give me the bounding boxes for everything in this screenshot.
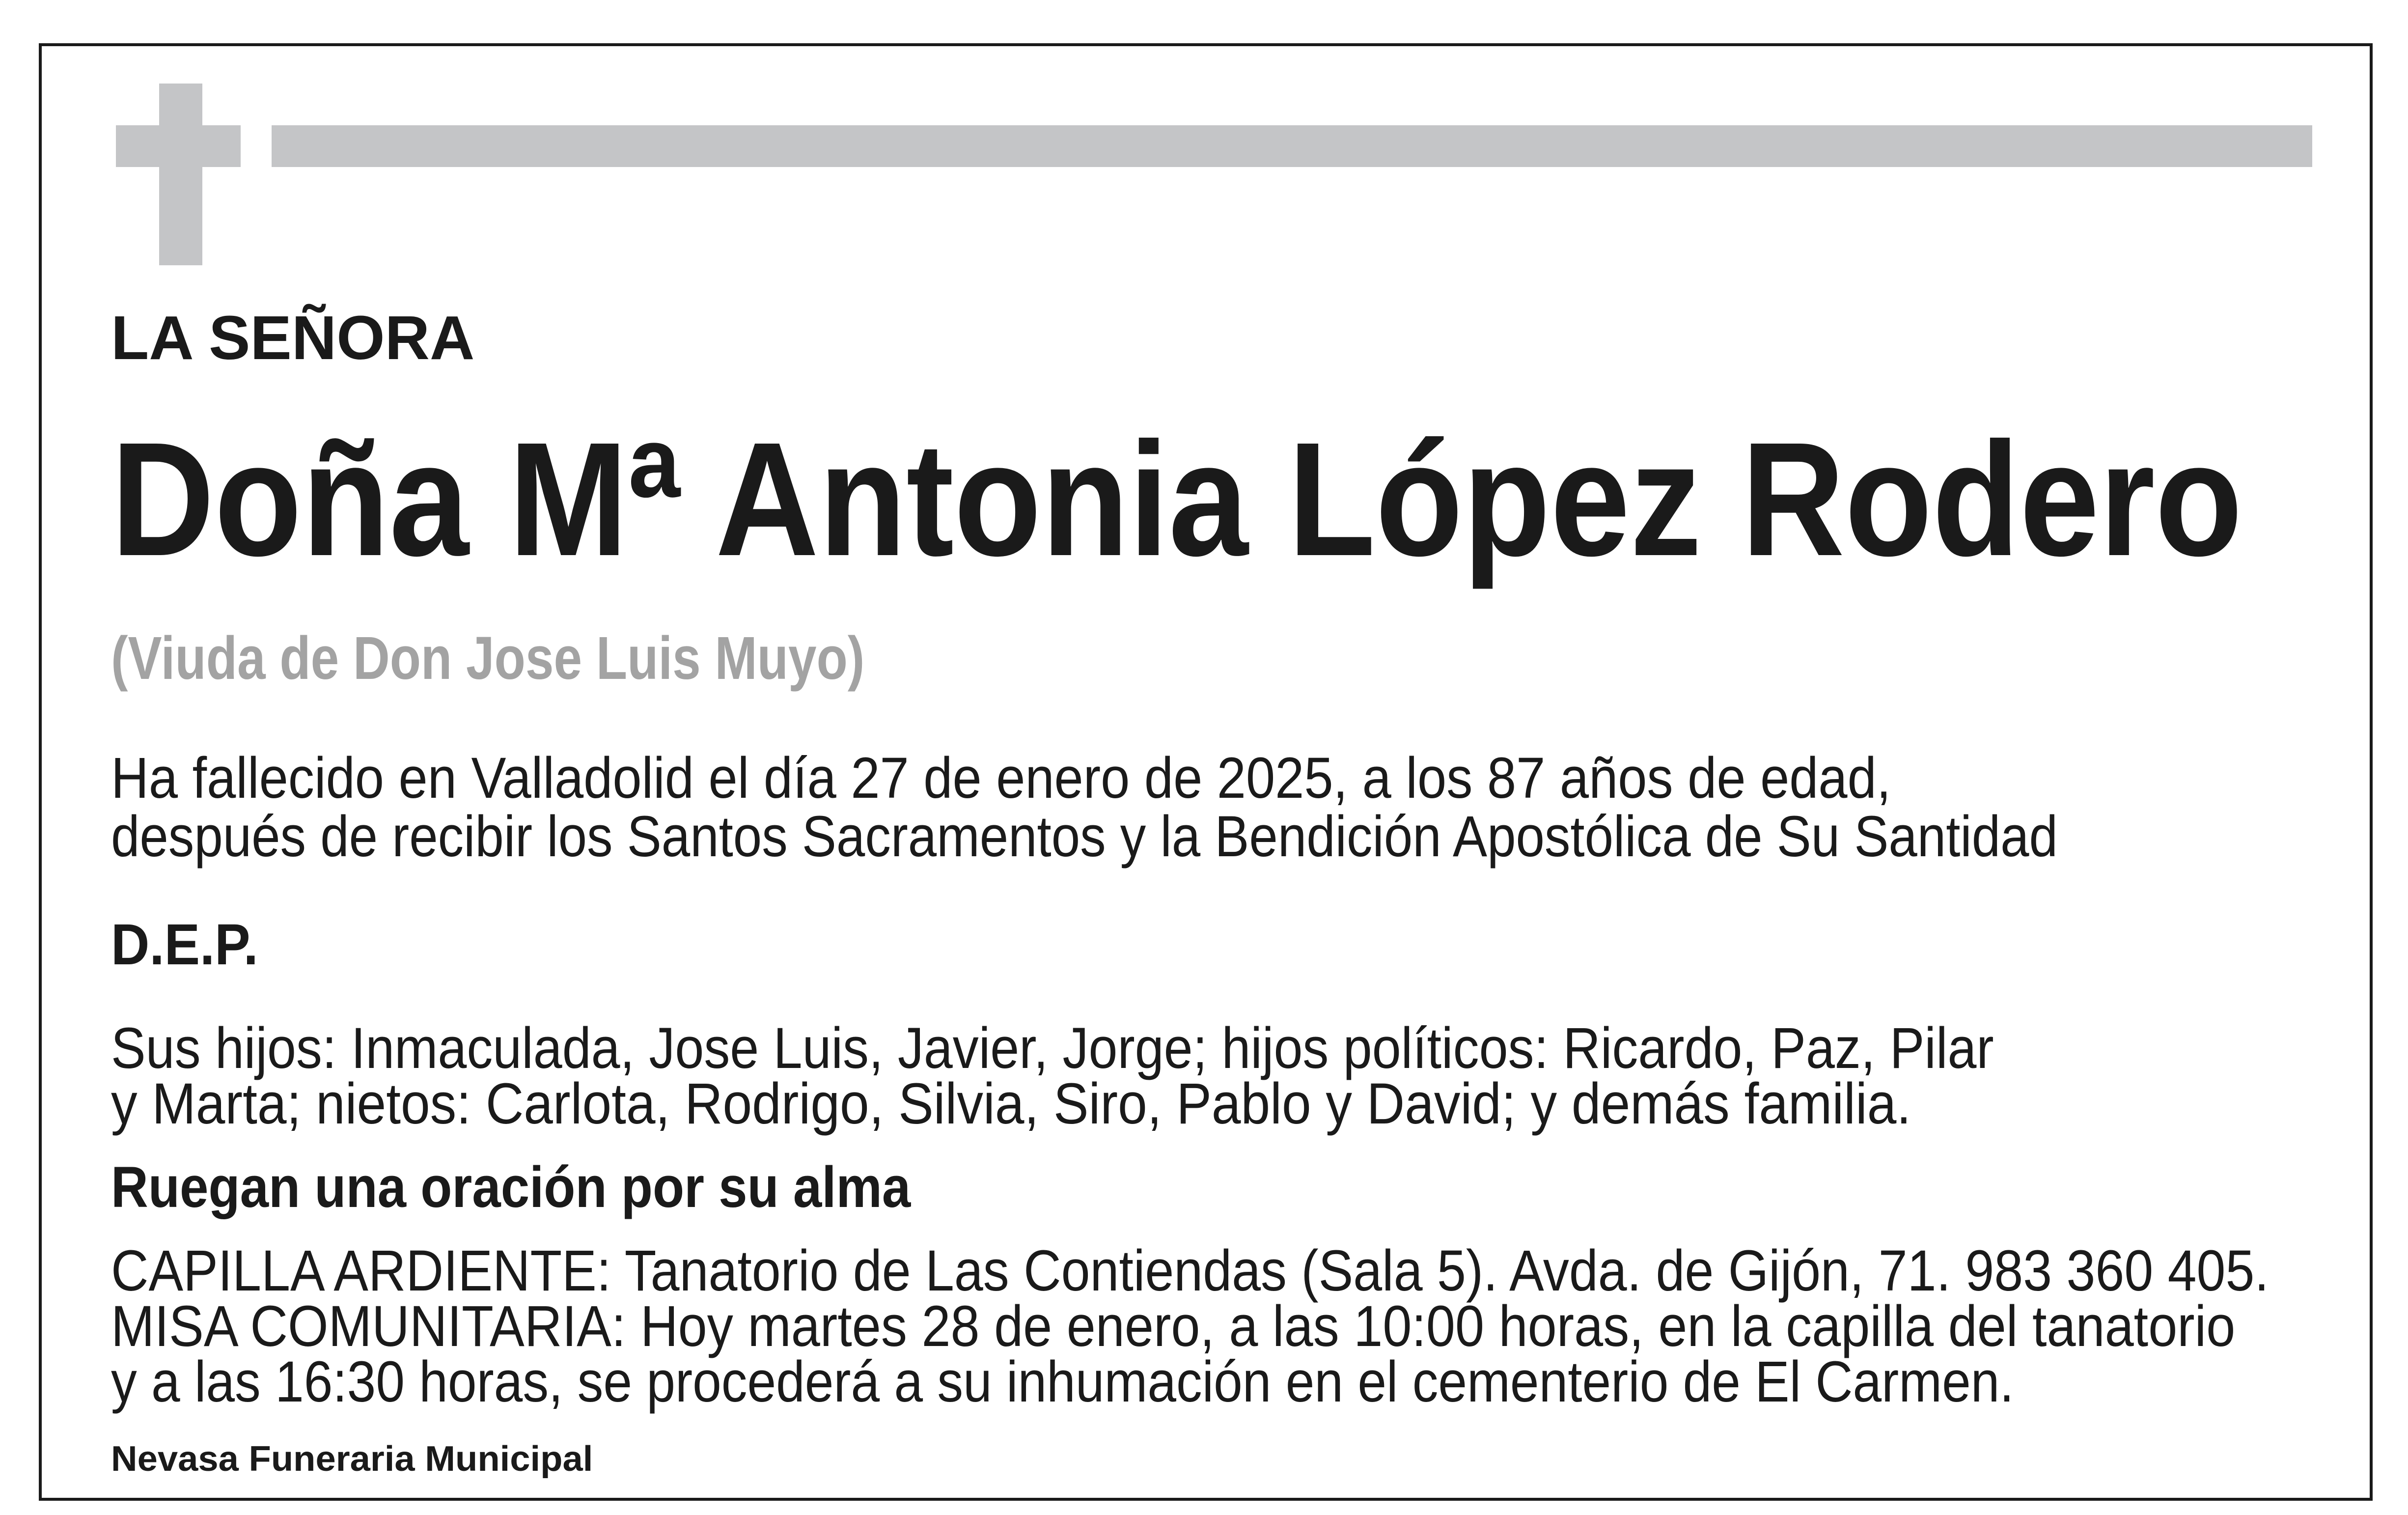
family-line: y Marta; nietos: Carlota, Rodrigo, Silvia, Siro, Pablo y David; y demás familia. xyxy=(111,1071,1911,1136)
funeral-home: Nevasa Funeraria Municipal xyxy=(111,1439,593,1479)
details-line: CAPILLA ARDIENTE: Tanatorio de Las Contiendas (Sala 5). Avda. de Gijón, 71. 983 360 405. xyxy=(111,1238,2269,1303)
family-line: Sus hijos: Inmaculada, Jose Luis, Javier, Jorge; hijos políticos: Ricardo, Paz, Pilar xyxy=(111,1016,1994,1081)
details-line: MISA COMUNITARIA: Hoy martes 28 de enero, a las 10:00 horas, en la capilla del tanatorio xyxy=(111,1294,2236,1359)
dep-label: D.E.P. xyxy=(111,912,258,977)
header-bar xyxy=(272,125,2312,167)
deceased-name: Doña Mª Antonia López Rodero xyxy=(111,408,2242,589)
heading: LA SEÑORA xyxy=(111,303,475,372)
details-line: y a las 16:30 horas, se procederá a su inhumación en el cementerio de El Carmen. xyxy=(111,1349,2014,1414)
death-notice-line: después de recibir los Santos Sacramentos y la Bendición Apostólica de Su Santidad xyxy=(111,804,2058,869)
death-notice-line: Ha fallecido en Valladolid el día 27 de enero de 2025, a los 87 años de edad, xyxy=(111,746,1891,811)
subtitle: (Viuda de Don Jose Luis Muyo) xyxy=(111,625,865,692)
prayer-line: Ruegan una oración por su alma xyxy=(111,1155,911,1220)
